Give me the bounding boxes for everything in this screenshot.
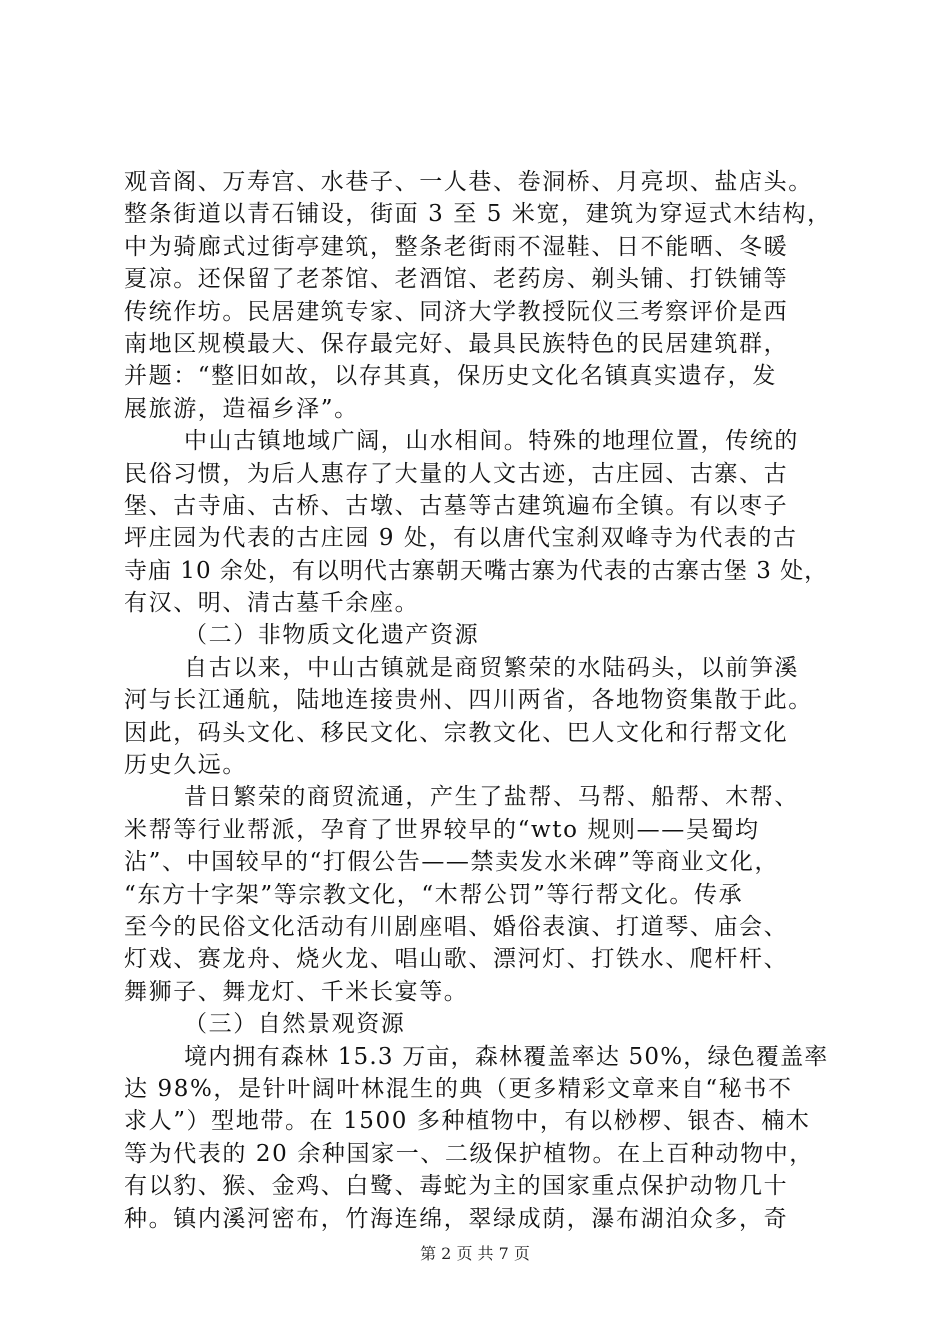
text-line: 并题：“整旧如故，以存其真，保历史文化名镇真实遗存，发	[124, 363, 777, 390]
text-line: 达 98%，是针叶阔叶林混生的典（更多精彩文章来自“秘书不	[124, 1075, 793, 1102]
text-line: 展旅游，造福乡泽”。	[124, 395, 359, 422]
text-line: 历史久远。	[124, 752, 247, 779]
text-line: 夏凉。还保留了老茶馆、老酒馆、老药房、剃头铺、打铁铺等	[124, 266, 789, 293]
text-line: 观音阁、万寿宫、水巷子、一人巷、卷洞桥、月亮坝、盐店头。	[124, 169, 813, 195]
text-line: 坪庄园为代表的古庄园 9 处，有以唐代宝刹双峰寺为代表的古	[124, 525, 798, 552]
text-line: 种。镇内溪河密布，竹海连绵，翠绿成荫，瀑布湖泊众多，奇	[124, 1205, 789, 1232]
text-line: 中为骑廊式过街亭建筑，整条老街雨不湿鞋、日不能晒、冬暖	[124, 233, 789, 260]
page-number-footer: 第 2 页 共 7 页	[420, 1244, 530, 1263]
text-line: 灯戏、赛龙舟、烧火龙、唱山歌、漂河灯、打铁水、爬杆杆、	[124, 946, 789, 973]
text-line: 民俗习惯，为后人惠存了大量的人文古迹，古庄园、古寨、古	[124, 460, 789, 487]
text-line: 寺庙 10 余处，有以明代古寨朝天嘴古寨为代表的古寨古堡 3 处，	[124, 557, 829, 584]
text-line: 河与长江通航，陆地连接贵州、四川两省，各地物资集散于此。	[124, 687, 813, 714]
document-body	[124, 166, 834, 1235]
section-heading: （三）自然景观资源	[184, 1011, 406, 1038]
paragraph-first-line: 昔日繁荣的商贸流通，产生了盐帮、马帮、船帮、木帮、	[184, 784, 799, 811]
text-line: 有以豹、猴、金鸡、白鹭、毒蛇为主的国家重点保护动物几十	[124, 1173, 789, 1200]
text-line: 传统作坊。民居建筑专家、同济大学教授阮仪三考察评价是西	[124, 298, 789, 325]
text-line: 求人”）型地带。在 1500 多种植物中，有以桫椤、银杏、楠木	[124, 1108, 811, 1135]
text-line: 有汉、明、清古墓千余座。	[124, 590, 420, 617]
text-line: 米帮等行业帮派，孕育了世界较早的“wto 规则——吴蜀均	[124, 816, 760, 843]
section-heading: （二）非物质文化遗产资源	[184, 622, 480, 649]
text-line: 整条街道以青石铺设，街面 3 至 5 米宽，建筑为穿逗式木结构，	[124, 201, 832, 228]
paragraph-first-line: 中山古镇地域广阔，山水相间。特殊的地理位置，传统的	[184, 428, 799, 455]
paragraph-first-line: 境内拥有森林 15.3 万亩，森林覆盖率达 50%，绿色覆盖率	[184, 1043, 829, 1070]
text-line: 因此，码头文化、移民文化、宗教文化、巴人文化和行帮文化	[124, 719, 789, 746]
text-line: 舞狮子、舞龙灯、千米长宴等。	[124, 978, 469, 1005]
text-line: 南地区规模最大、保存最完好、最具民族特色的民居建筑群，	[124, 330, 789, 357]
paragraph-first-line: 自古以来，中山古镇就是商贸繁荣的水陆码头，以前笋溪	[184, 654, 799, 681]
text-line: 沾”、中国较早的“打假公告——禁卖发水米碑”等商业文化，	[124, 849, 780, 876]
text-line: 堡、古寺庙、古桥、古墩、古墓等古建筑遍布全镇。有以枣子	[124, 492, 789, 519]
text-line: 等为代表的 20 余种国家一、二级保护植物。在上百种动物中，	[124, 1140, 814, 1167]
text-line: “东方十字架”等宗教文化，“木帮公罚”等行帮文化。传承	[124, 881, 744, 908]
text-line: 至今的民俗文化活动有川剧座唱、婚俗表演、打道琴、庙会、	[124, 913, 789, 940]
